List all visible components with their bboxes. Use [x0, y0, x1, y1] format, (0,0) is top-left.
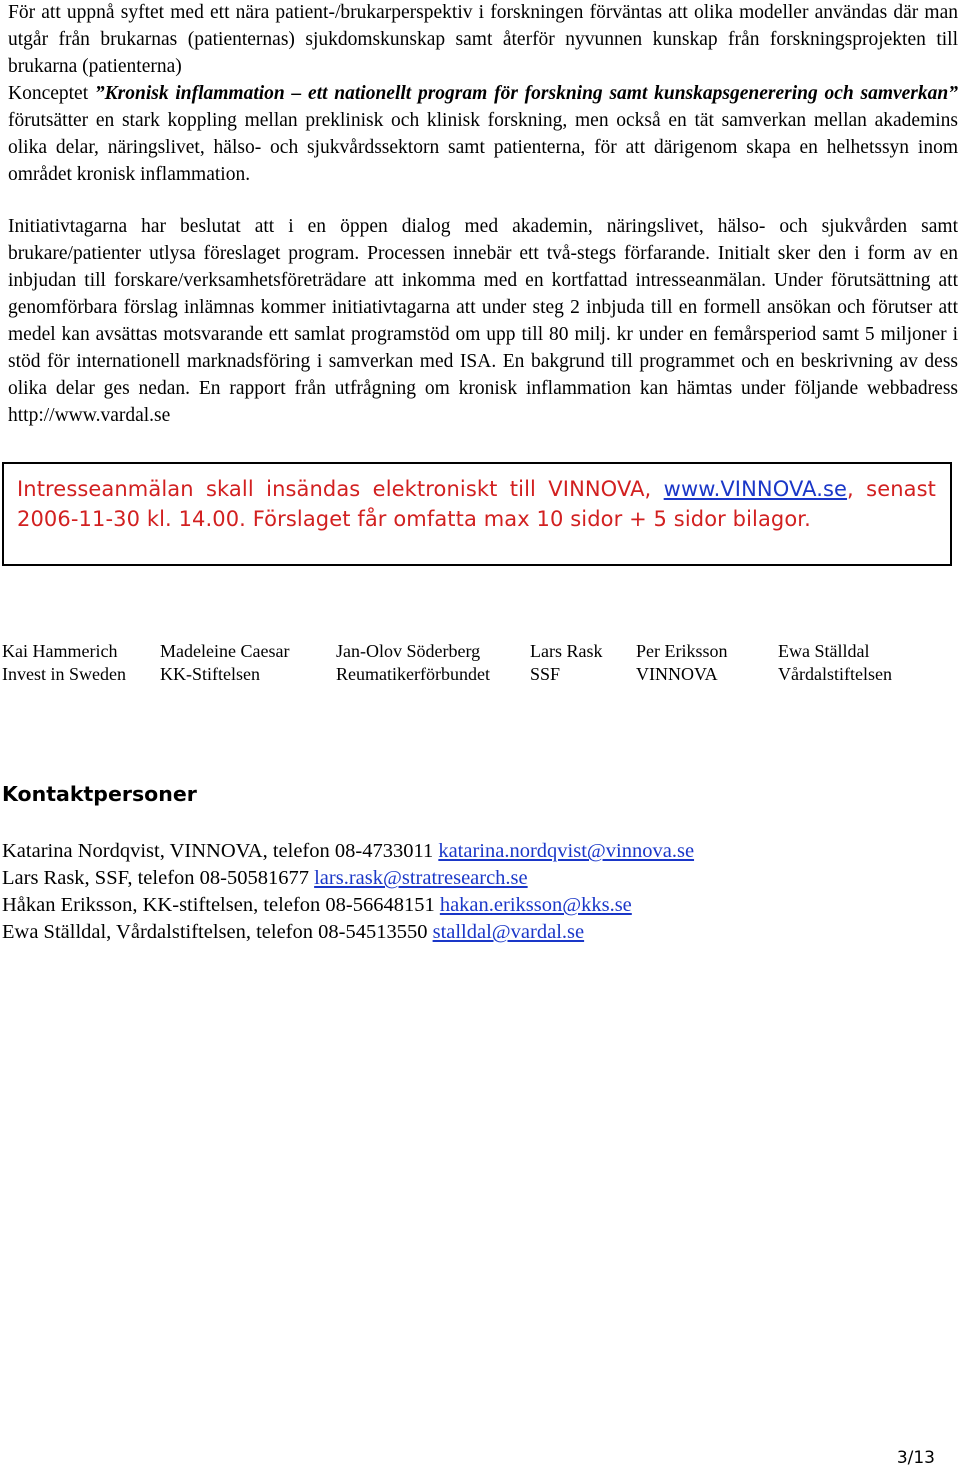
contact-row: [2, 838, 952, 865]
process-text: Initiativtagarna har beslutat att i en öppen dialog med akademin, näringslivet, hälso- och sjukvården samt brukare/patienter utlysa föreslaget program. Processen innebär ett två-stegs förfarande. Initialt sker den i form av en inbjudan till forskare/verksamhetsföreträdare att inkomma med en kortfattad intresseanmälan. Under förutsättning att genomförbara förslag inlämnas kommer initiativtagarna att under steg 2 inbjuda till en formell ansökan och förutser att medel kan avsättas motsvarande ett samlat programstöd om upp till 80 milj. kr under en femårsperiod samt 5 miljoner i stöd för internationell marknadsföring i samverkan med ISA. En bakgrund till programmet och en beskrivning av dess olika delar ges nedan. En rapport från utfrågning om kronisk inflammation kan hämtas under följande webbadress http://www.vardal.se: [8, 216, 958, 426]
signatory-name: Ewa Ställdal: [778, 641, 870, 661]
signatory: [778, 640, 892, 686]
concept-title: ”Kronisk inflammation – ett nationellt program för forskning samt kunskapsgenerering och samverkan”: [94, 83, 958, 104]
contacts-list: [2, 838, 952, 946]
signatory-org: Invest in Sweden: [2, 664, 126, 684]
signatory-org: SSF: [530, 664, 561, 684]
contact-email-link[interactable]: stalldal@vardal.se: [432, 921, 585, 943]
signatory-org: Reumatikerförbundet: [336, 664, 490, 684]
contact-email-link[interactable]: lars.rask@stratresearch.se: [314, 867, 528, 889]
page-number: 3/13: [896, 1448, 935, 1468]
intro-line: För att uppnå syftet med ett nära patient-/brukarperspektiv i forskningen förväntas att olika modeller användas där man utgår från brukarnas (patienternas) sjukdomskunskap samt återför nyvunnen kunskap från forskningsprojekten till brukarna (patienterna): [8, 2, 958, 77]
submission-notice-box: [2, 462, 952, 566]
signatory: [530, 640, 602, 686]
contact-row: [2, 919, 952, 946]
process-paragraph: [8, 213, 958, 429]
signatory-name: Madeleine Caesar: [160, 641, 290, 661]
contact-row: [2, 892, 952, 919]
contact-row: [2, 865, 952, 892]
signatory: [336, 640, 490, 686]
intro-paragraph: [8, 0, 958, 188]
contact-email-link[interactable]: hakan.eriksson@kks.se: [439, 894, 632, 916]
contact-info: Håkan Eriksson, KK-stiftelsen, telefon 08-56648151: [2, 894, 440, 916]
notice-text-part2: , senast 2006-11-30 kl. 14.00. Förslaget får omfatta max 10 sidor + 5 sidor bilagor.: [17, 477, 936, 531]
signatory: [160, 640, 289, 686]
signatory-name: Jan-Olov Söderberg: [336, 641, 481, 661]
signatory-org: VINNOVA: [636, 664, 718, 684]
signatory: [636, 640, 728, 686]
vinnova-link[interactable]: www.VINNOVA.se: [663, 477, 848, 501]
contact-info: Ewa Ställdal, Vårdalstiftelsen, telefon 08-54513550: [2, 921, 433, 943]
contact-info: Katarina Nordqvist, VINNOVA, telefon 08-4733011: [2, 840, 439, 862]
concept-prefix: Konceptet: [8, 83, 95, 104]
notice-text-part1: Intresseanmälan skall insändas elektroniskt till VINNOVA,: [17, 477, 664, 501]
concept-rest: förutsätter en stark koppling mellan preklinisk och klinisk forskning, men också en tät samverkan mellan akademins olika delar, näringslivet, hälso- och sjukvårdssektorn samt patienterna, för att därigenom skapa en helhetssyn inom området kronisk inflammation.: [8, 110, 958, 185]
contact-email-link[interactable]: katarina.nordqvist@vinnova.se: [438, 840, 695, 862]
signatory-org: Vårdalstiftelsen: [778, 664, 892, 684]
concept-sentence: [8, 80, 958, 188]
signatory-name: Kai Hammerich: [2, 641, 118, 661]
signatory-name: Lars Rask: [530, 641, 603, 661]
contacts-heading: Kontaktpersoner: [2, 782, 197, 806]
contact-info: Lars Rask, SSF, telefon 08-50581677: [2, 867, 315, 889]
signatory-org: KK-Stiftelsen: [160, 664, 260, 684]
signatory-name: Per Eriksson: [636, 641, 728, 661]
signatory: [2, 640, 126, 686]
